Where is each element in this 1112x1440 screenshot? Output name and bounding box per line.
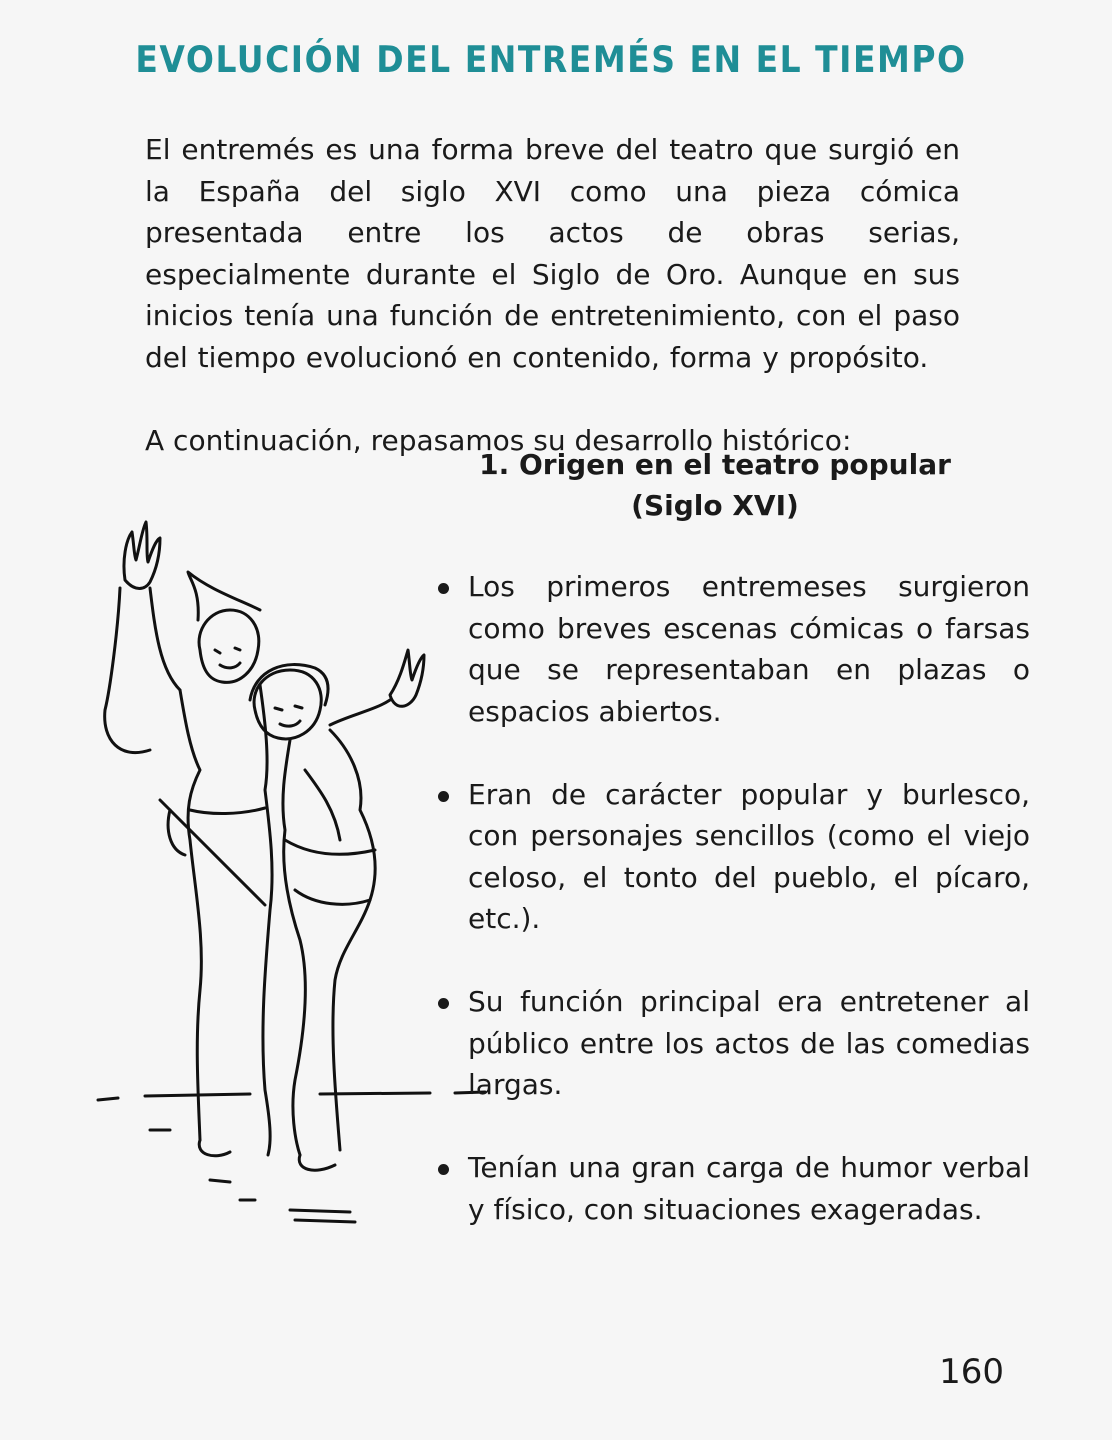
list-item <box>468 981 1030 1106</box>
list-item-text: Los primeros entremeses surgieron como breves escenas cómicas o farsas que se representaban en plazas o espacios abiertos. <box>468 570 1030 728</box>
intro-continuation: A continuación, repasamos su desarrollo histórico: <box>145 424 852 457</box>
list-item <box>468 1147 1030 1230</box>
bullet-icon <box>438 1164 449 1175</box>
bullet-list <box>440 566 1030 1272</box>
page-number: 160 <box>939 1352 1004 1392</box>
list-item <box>468 774 1030 940</box>
bullet-icon <box>438 583 449 594</box>
list-item <box>468 566 1030 732</box>
list-item-text: Su función principal era entretener al público entre los actos de las comedias largas. <box>468 985 1030 1101</box>
list-item-text: Tenían una gran carga de humor verbal y físico, con situaciones exageradas. <box>468 1151 1030 1226</box>
list-item-text: Eran de carácter popular y burlesco, con personajes sencillos (como el viejo celoso, el tonto del pueblo, el pícaro, etc.). <box>468 777 1030 935</box>
bullet-icon <box>438 791 449 802</box>
section-heading: 1. Origen en el teatro popular (Siglo XVI) <box>479 448 951 522</box>
bullet-icon <box>438 998 449 1009</box>
page-title: EVOLUCIÓN DEL ENTREMÉS EN EL TIEMPO <box>135 38 967 81</box>
illustration-two-figures <box>90 510 490 1230</box>
intro-paragraph: El entremés es una forma breve del teatro que surgió en la España del siglo XVI como una pieza cómica presentada entre los actos de obras serias, especialmente durante el Siglo de Oro. Aunque en sus inicios tenía una función de entretenimiento, con el paso del tiempo evolucionó en contenido, forma y propósito. <box>145 133 960 374</box>
